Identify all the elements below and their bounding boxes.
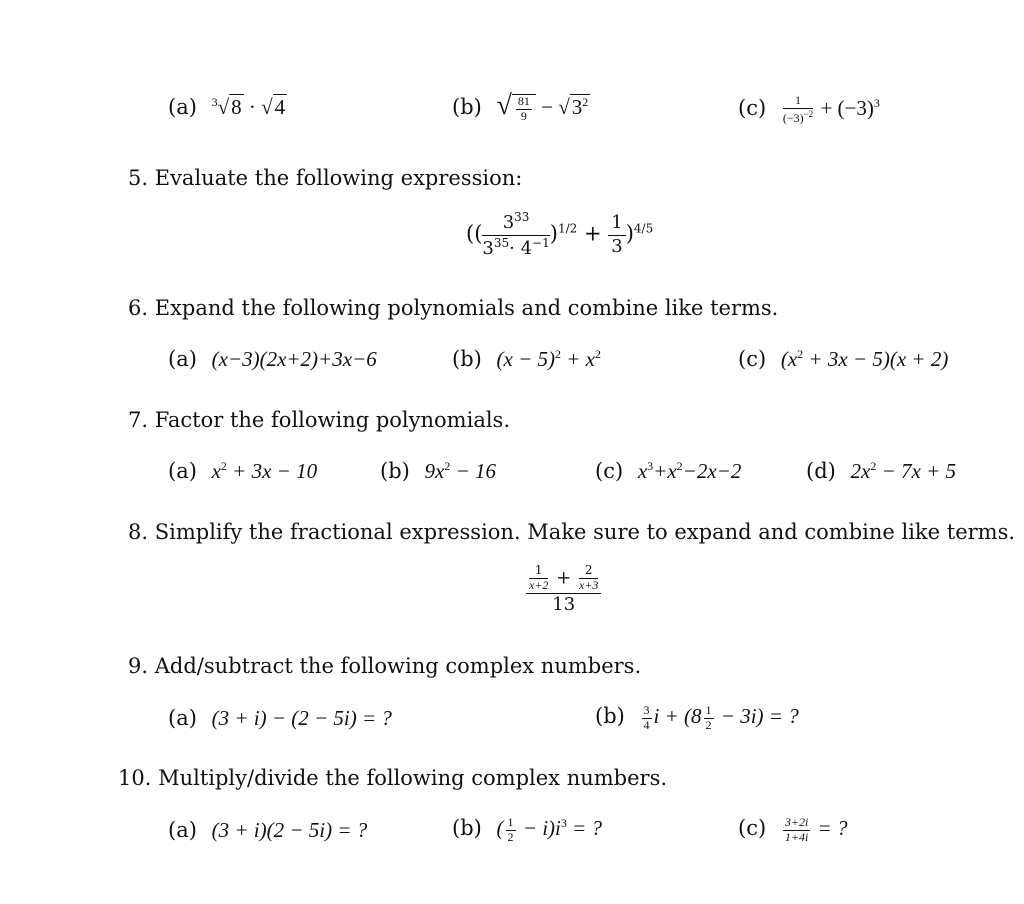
part-label: (c) (738, 95, 767, 120)
exponent: −2 (803, 108, 814, 119)
part-label: (d) (806, 459, 836, 483)
question-number: 7. (128, 408, 149, 432)
q9-part-a (168, 706, 392, 731)
frac-den: 9 (520, 108, 527, 123)
question-number: 9. (128, 654, 149, 678)
part-label: (c) (738, 816, 767, 841)
frac-den: x+2 (529, 577, 549, 592)
q9a-expression: (3 + i) − (2 − 5i) = ? (211, 706, 392, 730)
term: 2x (850, 459, 871, 483)
term: (x (780, 347, 798, 371)
frac-num: 1 (783, 94, 813, 109)
exponent: 3 (560, 816, 567, 831)
question-number: 10. (118, 766, 152, 790)
term: + 3x − 10 (226, 459, 318, 483)
question-text: Add/subtract the following complex numbers. (154, 654, 642, 678)
root-index: 3 (211, 95, 218, 109)
q7-prompt (128, 408, 510, 432)
q7-part-a (168, 459, 317, 484)
exponent: 35 (493, 235, 510, 250)
question-number: 6. (128, 296, 149, 320)
exponent: 2 (676, 459, 683, 473)
frac-den: 13 (552, 593, 576, 615)
q6-part-b (452, 347, 601, 372)
part-label: (a) (168, 706, 197, 730)
q5-prompt (128, 166, 522, 190)
part-label: (b) (595, 704, 625, 729)
part-label: (b) (380, 459, 410, 483)
question-text: Multiply/divide the following complex numbers. (158, 766, 668, 790)
frac-den: 1+4i (784, 829, 809, 844)
part-label: (a) (168, 95, 197, 119)
q4-part-b (452, 90, 590, 123)
num-base: 3 (502, 212, 515, 233)
q6-part-a (168, 347, 377, 372)
q4-part-a (168, 94, 287, 120)
term: −2x−2 (682, 459, 742, 483)
q10a-expression: (3 + i)(2 − 5i) = ? (211, 818, 368, 842)
question-number: 5. (128, 166, 149, 190)
q9-prompt (128, 654, 641, 678)
exponent: 2 (582, 95, 589, 109)
q8-expression (526, 564, 601, 616)
part-label: (c) (738, 347, 767, 371)
term: − 3i) = ? (715, 704, 799, 729)
q9-part-b (595, 704, 799, 733)
question-text: Factor the following polynomials. (154, 408, 511, 432)
q10-part-b (452, 816, 602, 845)
term: − 16 (450, 459, 497, 483)
q10-part-c (738, 816, 847, 845)
q7-part-d (806, 459, 956, 484)
q7-part-c (595, 459, 741, 484)
exponent: 3 (873, 95, 880, 110)
root-sign: √ (261, 95, 273, 119)
part-label: (a) (168, 818, 197, 842)
q10-part-a (168, 818, 367, 843)
question-text: Simplify the fractional expression. Make sure to expand and combine like terms. (154, 520, 1016, 544)
question-text: Evaluate the following expression: (154, 166, 523, 190)
frac-den: x+3 (579, 577, 599, 592)
q7-part-b (380, 459, 496, 484)
radicand: 4 (274, 95, 286, 119)
exponent: 2 (220, 459, 227, 473)
exponent: 2 (444, 459, 451, 473)
den-base: 3 (482, 237, 494, 259)
operator: + (556, 567, 572, 589)
q6-prompt (128, 296, 778, 320)
question-number: 8. (128, 520, 149, 544)
q8-prompt (128, 520, 1015, 544)
term: i + (8 (653, 704, 702, 729)
exponent: 1/2 (557, 221, 578, 236)
q10-prompt (118, 766, 667, 790)
exponent: 3 (647, 459, 654, 473)
frac-num: 3+2i (784, 815, 809, 829)
exponent: 2 (870, 459, 877, 473)
term: − 7x + 5 (876, 459, 957, 483)
term: x (637, 459, 648, 483)
q6-part-c (738, 347, 948, 372)
term: (−3) (837, 95, 874, 120)
frac-num: 1 (507, 815, 514, 829)
exponent: 2 (595, 347, 602, 361)
part-label: (a) (168, 347, 197, 371)
exponent: 2 (555, 347, 562, 361)
part-label: (b) (452, 347, 482, 371)
operator: + (583, 221, 602, 246)
term: = ? (812, 816, 848, 841)
part-label: (c) (595, 459, 624, 483)
radicand: 3 (571, 95, 583, 119)
root-sign: √ (217, 95, 230, 119)
term: + x (561, 347, 596, 371)
q4b-expression (496, 90, 591, 123)
frac-den: 2 (705, 717, 712, 732)
q5-expression: (( $\frac{3^{33}}{3^{35}\cdot 4^{-1}}$ )$^{1/2}$ + $\frac{1}{3}$ )$^{4/5}$ (466, 210, 654, 259)
exponent: 33 (514, 210, 530, 224)
operator: · (248, 95, 256, 119)
frac-den: (−3) (782, 110, 804, 125)
root-sign: √ (496, 90, 512, 121)
term: = ? (566, 816, 603, 841)
q4-part-c (738, 94, 880, 126)
part-label: (b) (452, 95, 482, 119)
q6a-expression: (x−3)(2x+2)+3x−6 (211, 347, 377, 371)
term: x (211, 459, 221, 483)
frac-den: 4 (643, 717, 650, 732)
frac-num: 1 (529, 564, 548, 579)
frac-num: 81 (517, 93, 530, 108)
exponent: 4/5 (633, 221, 654, 236)
term: (x − 5) (496, 347, 556, 371)
radicand: 8 (231, 95, 242, 119)
operator: + (820, 95, 833, 120)
q4c-expression (781, 93, 880, 125)
part-label: (a) (168, 459, 197, 483)
den-base: · 4 (509, 237, 533, 259)
term: ( (496, 816, 504, 841)
operator: − (541, 95, 553, 119)
frac-num: 2 (579, 564, 598, 579)
term: − i)i (517, 816, 561, 841)
frac-den: 2 (507, 829, 514, 844)
term: + 3x − 5)(x + 2) (803, 347, 949, 371)
frac-den: 3 (611, 235, 623, 257)
part-label: (b) (452, 816, 482, 841)
term: 9x (424, 459, 445, 483)
question-text: Expand the following polynomials and combine like terms. (154, 296, 779, 320)
exponent: −1 (532, 235, 550, 250)
frac-num: 1 (705, 703, 712, 717)
frac-num: 1 (608, 212, 625, 236)
root-sign: √ (558, 95, 570, 119)
q4a-expression (212, 95, 288, 119)
frac-num: 3 (643, 703, 650, 717)
term: +x (653, 459, 677, 483)
exponent: 2 (797, 347, 804, 361)
